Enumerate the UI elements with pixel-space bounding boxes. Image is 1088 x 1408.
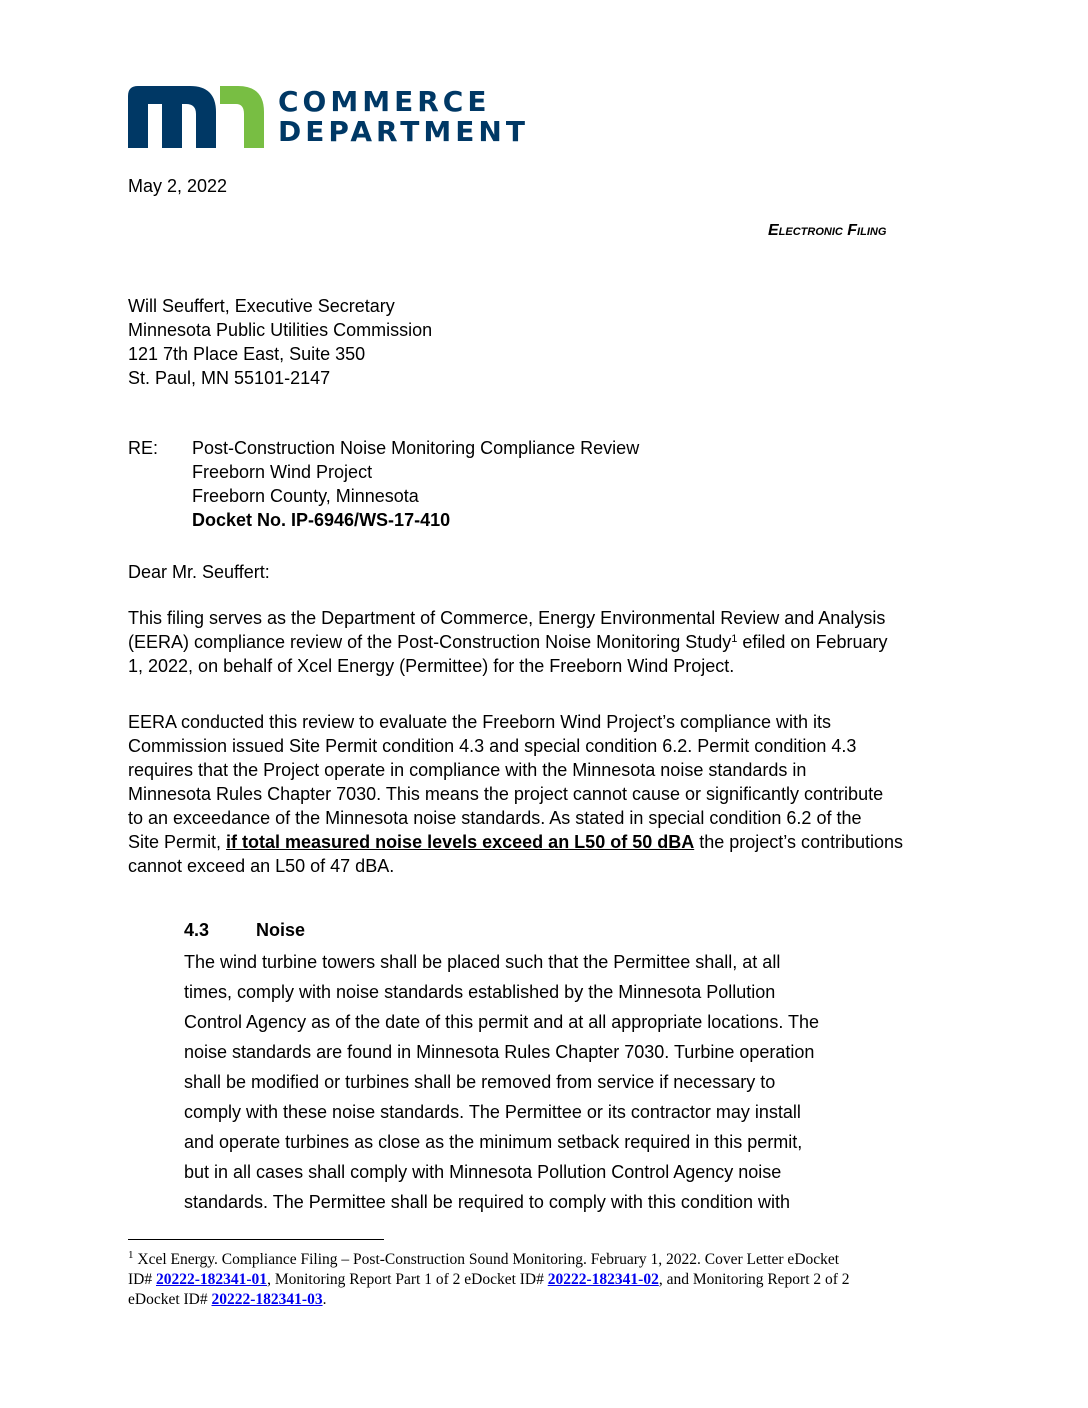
re-project: Freeborn Wind Project <box>192 462 373 482</box>
section-line: noise standards are found in Minnesota Rules Chapter 7030. Turbine operation <box>184 1042 815 1062</box>
section-line: comply with these noise standards. The Permittee or its contractor may install <box>184 1102 801 1122</box>
re-docket: Docket No. IP-6946/WS-17-410 <box>192 510 451 530</box>
logo-line-commerce: COMMERCE <box>278 85 491 118</box>
paragraph-line: cannot exceed an L50 of 47 dBA. <box>128 856 395 876</box>
text-span: , Monitoring Report Part 1 of 2 eDocket ID# <box>267 1271 548 1288</box>
recipient-address <box>128 294 432 390</box>
paragraph-line: This filing serves as the Department of Commerce, Energy Environmental Review and Analysis <box>128 608 886 628</box>
text-span: (EERA) compliance review of the Post-Construction Noise Monitoring Study <box>128 632 732 652</box>
section-line: The wind turbine towers shall be placed such that the Permittee shall, at all <box>184 952 781 972</box>
section-title: Noise <box>256 920 306 940</box>
footnote-line <box>128 1270 968 1290</box>
re-label: RE: <box>128 438 159 458</box>
text-span: Xcel Energy. Compliance Filing – Post-Construction Sound Monitoring. February 1, 2022. Cover Letter eDocket <box>133 1251 840 1268</box>
paragraph-line: requires that the Project operate in compliance with the Minnesota noise standards in <box>128 760 807 780</box>
logo-line-department: DEPARTMENT <box>278 115 529 148</box>
edocket-link-01[interactable]: 20222-182341-01 <box>155 1271 268 1288</box>
recipient-city: St. Paul, MN 55101-2147 <box>128 368 331 388</box>
text-span: ID# <box>128 1271 156 1288</box>
edocket-link-03[interactable]: 20222-182341-03 <box>211 1291 323 1308</box>
emphasized-condition: if total measured noise levels exceed an L50 of 50 dBA <box>226 832 695 852</box>
paragraph-line: to an exceedance of the Minnesota noise standards. As stated in special condition 6.2 of the <box>128 808 862 828</box>
text-span: . <box>322 1291 327 1308</box>
section-number: 4.3 <box>184 920 210 940</box>
section-body <box>184 947 884 1217</box>
footnote-marker: 1 <box>128 1249 134 1261</box>
text-span: the project’s contributions <box>694 832 904 852</box>
text-span: eDocket ID# <box>128 1291 212 1308</box>
footnote <box>128 1250 968 1310</box>
section-line: times, comply with noise standards established by the Minnesota Pollution <box>184 982 776 1002</box>
section-line: Control Agency as of the date of this permit and at all appropriate locations. The <box>184 1012 820 1032</box>
paragraph-line: 1, 2022, on behalf of Xcel Energy (Permittee) for the Freeborn Wind Project. <box>128 656 735 676</box>
text-span: efiled on February <box>737 632 888 652</box>
re-subject: Post-Construction Noise Monitoring Compliance Review <box>192 438 640 458</box>
paragraph-line <box>128 830 958 854</box>
paragraph-line: EERA conducted this review to evaluate the Freeborn Wind Project’s compliance with its <box>128 712 832 732</box>
re-county: Freeborn County, Minnesota <box>192 486 419 506</box>
recipient-organization: Minnesota Public Utilities Commission <box>128 320 433 340</box>
edocket-link-02[interactable]: 20222-182341-02 <box>547 1271 659 1288</box>
footnote-reference[interactable]: 1 <box>731 633 738 645</box>
filing-type-label: Electronic Filing <box>768 222 887 239</box>
commerce-department-logo <box>128 86 529 148</box>
section-line: standards. The Permittee shall be required to comply with this condition with <box>184 1192 790 1212</box>
paragraph-line <box>128 630 958 654</box>
paragraph-line: Minnesota Rules Chapter 7030. This means the project cannot cause or significantly contribute <box>128 784 884 804</box>
recipient-street: 121 7th Place East, Suite 350 <box>128 344 366 364</box>
text-span: Site Permit, <box>128 832 227 852</box>
salutation: Dear Mr. Seuffert: <box>128 562 270 582</box>
logo-wordmark <box>278 87 529 147</box>
section-line: but in all cases shall comply with Minnesota Pollution Control Agency noise <box>184 1162 782 1182</box>
paragraph-review <box>128 710 958 878</box>
section-heading <box>184 918 305 942</box>
section-line: and operate turbines as close as the minimum setback required in this permit, <box>184 1132 803 1152</box>
text-span: , and Monitoring Report 2 of 2 <box>658 1271 850 1288</box>
paragraph-line: Commission issued Site Permit condition 4.3 and special condition 6.2. Permit condition 4.3 <box>128 736 857 756</box>
footnote-line <box>128 1250 968 1270</box>
section-line: shall be modified or turbines shall be removed from service if necessary to <box>184 1072 776 1092</box>
paragraph-intro <box>128 606 958 678</box>
footnote-separator <box>128 1239 384 1241</box>
footnote-line <box>128 1290 968 1310</box>
recipient-name: Will Seuffert, Executive Secretary <box>128 296 395 316</box>
letter-date: May 2, 2022 <box>128 176 228 196</box>
mn-logo-icon <box>128 86 264 148</box>
